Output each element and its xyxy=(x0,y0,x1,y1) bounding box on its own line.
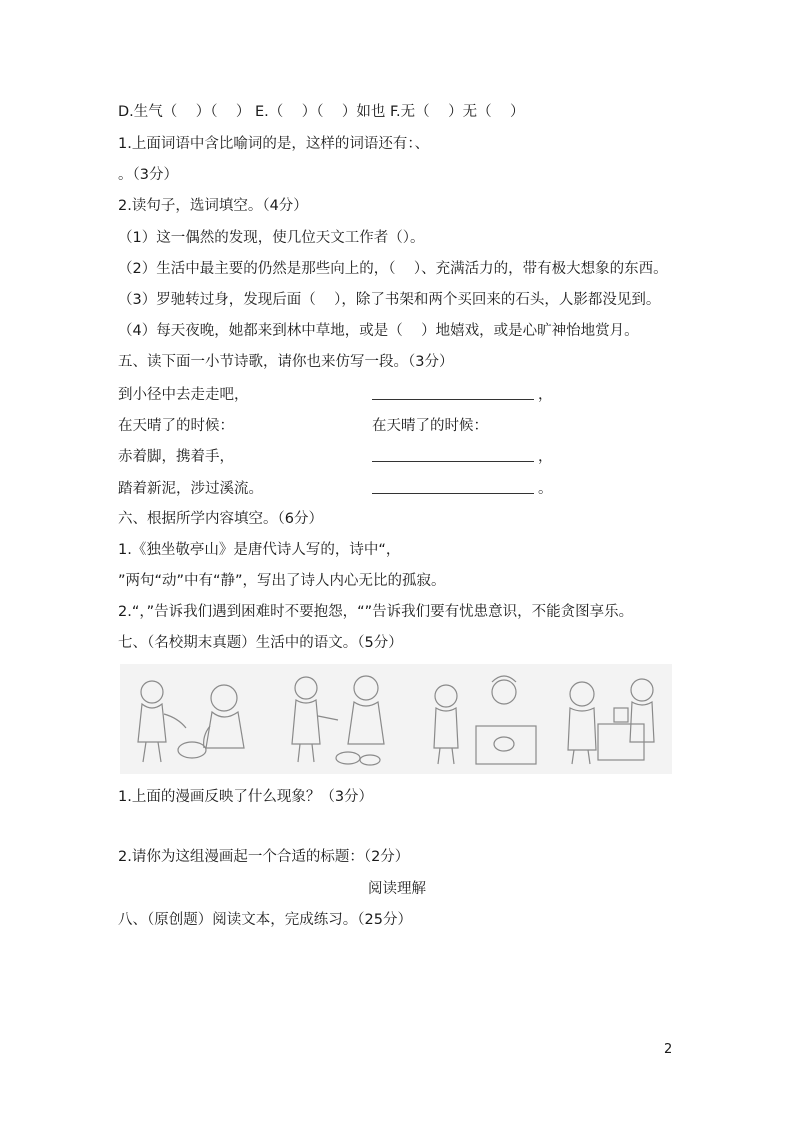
poem-blank-3-punct: ， xyxy=(538,449,553,465)
comic-strip-image xyxy=(120,664,672,774)
comic-illustration xyxy=(120,664,672,774)
sentence-1: （1）这一偶然的发现，使几位天文工作者（）。 xyxy=(118,230,425,246)
sentence-4: （4）每天夜晚，她都来到林中草地，或是（ ）地嬉戏，或是心旷神怡地赏月。 xyxy=(118,323,639,339)
poem-blank-3[interactable] xyxy=(372,447,534,462)
section-8-heading: 八、（原创题）阅读文本，完成练习。（25分） xyxy=(118,912,412,928)
section-6-question-1-cont: ”两句“动”中有“静”，写出了诗人内心无比的孤寂。 xyxy=(118,573,446,589)
section-7-question-2: 2.请你为这组漫画起一个合适的标题：（2分） xyxy=(118,849,410,865)
section-6-question-2: 2.“，”告诉我们遇到困难时不要抱怨，“”告诉我们要有忧患意识，不能贪图享乐。 xyxy=(118,604,634,620)
sentence-2: （2）生活中最主要的仍然是那些向上的，（ ）、充满活力的，带有极大想象的东西。 xyxy=(118,261,668,277)
fill-blank-line-D-E-F: D.生气（ ）（ ） E.（ ）（ ）如也 F.无（ ）无（ ） xyxy=(118,104,525,120)
poem-blank-4-punct: 。 xyxy=(538,481,553,497)
reading-comprehension-title: 阅读理解 xyxy=(368,881,426,897)
page-number: 2 xyxy=(664,1042,673,1057)
poem-blank-4[interactable] xyxy=(372,479,534,494)
poem-line-4: 踏着新泥，涉过溪流。 xyxy=(118,481,263,497)
section-7-question-1: 1.上面的漫画反映了什么现象？（3分） xyxy=(118,789,374,805)
poem-line-2: 在天晴了的时候： xyxy=(118,418,234,434)
section-6-heading: 六、根据所学内容填空。（6分） xyxy=(118,511,323,527)
section-7-heading: 七、（名校期末真题）生活中的语文。（5分） xyxy=(118,635,403,651)
poem-blank-1-punct: ， xyxy=(538,387,553,403)
question-1-line: 1.上面词语中含比喻词的是，这样的词语还有：、 xyxy=(118,136,430,152)
poem-imitation-line-2: 在天晴了的时候： xyxy=(372,418,488,434)
question-1-score: 。（3分） xyxy=(118,167,178,183)
section-5-heading: 五、读下面一小节诗歌，请你也来仿写一段。（3分） xyxy=(118,354,454,370)
poem-line-3: 赤着脚，携着手， xyxy=(118,449,234,465)
question-2-heading: 2.读句子，选词填空。（4分） xyxy=(118,198,308,214)
section-6-question-1: 1.《独坐敬亭山》是唐代诗人写的，诗中“， xyxy=(118,542,401,558)
poem-blank-1[interactable] xyxy=(372,385,534,400)
poem-line-1: 到小径中去走走吧， xyxy=(118,387,249,403)
sentence-3: （3）罗驰转过身，发现后面（ ），除了书架和两个买回来的石头，人影都没见到。 xyxy=(118,292,661,308)
